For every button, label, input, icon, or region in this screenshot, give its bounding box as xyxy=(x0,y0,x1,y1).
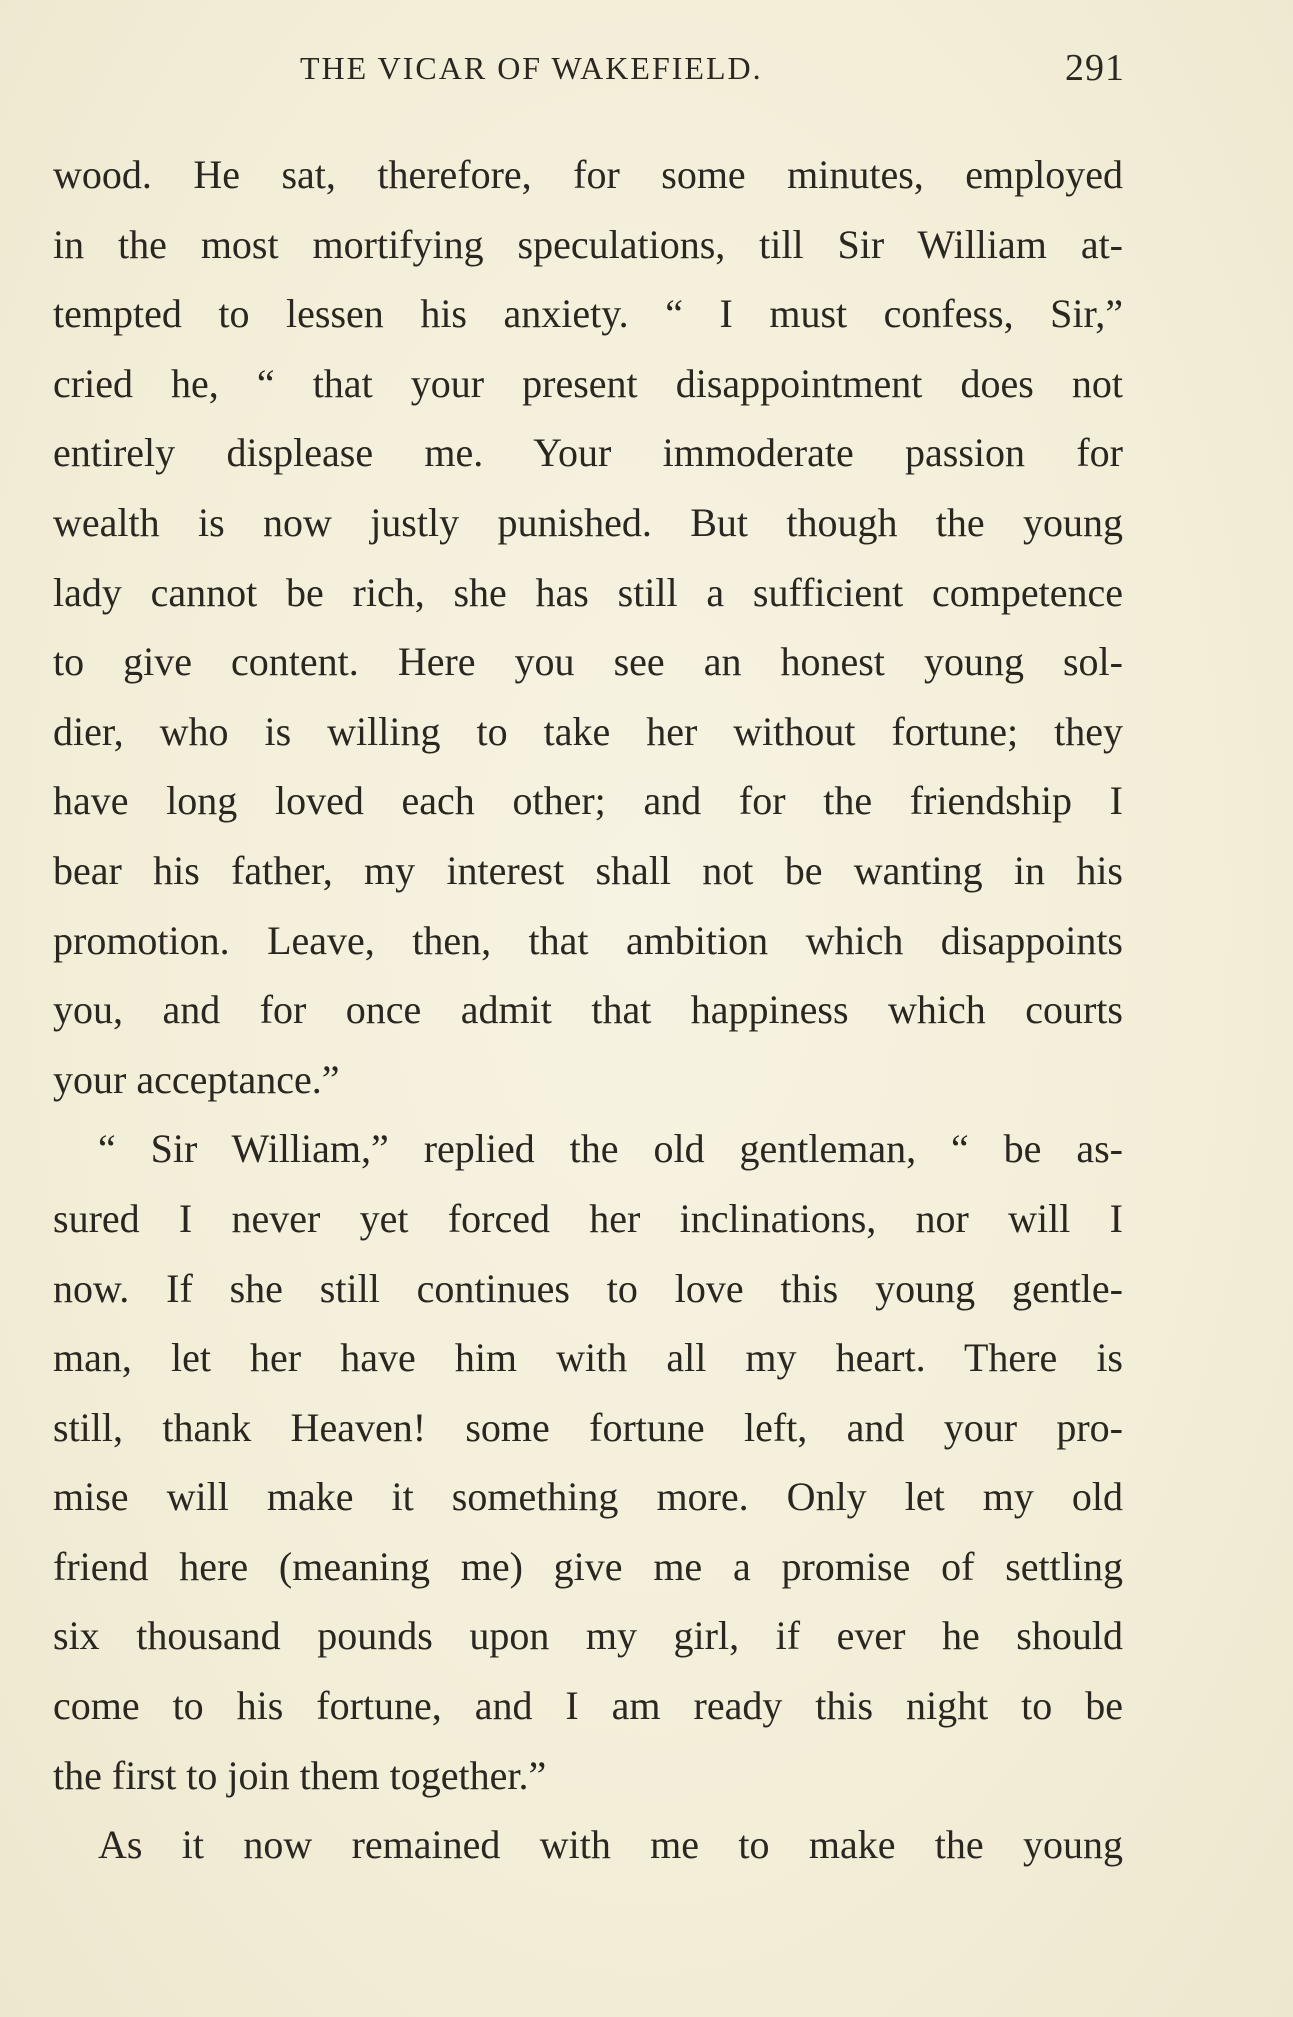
text-line: in the most mortifying speculations, till Sir William at- xyxy=(53,221,1123,267)
text-line: mise will make it something more. Only let my old xyxy=(53,1474,1123,1520)
text-line: wood. He sat, therefore, for some minutes, employed xyxy=(53,152,1123,197)
text-line: promotion. Leave, then, that ambition which disappoints xyxy=(53,917,1123,963)
text-line: your acceptance.” xyxy=(53,1056,340,1102)
body-text xyxy=(53,140,1123,1880)
text-line: come to his fortune, and I am ready this night to be xyxy=(53,1683,1123,1729)
text-line: now. If she still continues to love this young gentle- xyxy=(53,1265,1123,1311)
text-line: lady cannot be rich, she has still a sufficient competence xyxy=(53,569,1123,615)
text-line: you, and for once admit that happiness which courts xyxy=(53,987,1123,1033)
text-line: to give content. Here you see an honest young sol- xyxy=(53,639,1123,685)
text-line: entirely displease me. Your immoderate passion for xyxy=(53,430,1123,476)
text-line: tempted to lessen his anxiety. “ I must confess, Sir,” xyxy=(53,291,1123,337)
text-line: six thousand pounds upon my girl, if ever he should xyxy=(53,1613,1123,1659)
page-number: 291 xyxy=(1065,47,1125,89)
text-line: sured I never yet forced her inclinations, nor will I xyxy=(53,1195,1123,1241)
text-line: have long loved each other; and for the friendship I xyxy=(53,778,1123,824)
running-head-title: THE VICAR OF WAKEFIELD. xyxy=(300,50,763,86)
text-line: still, thank Heaven! some fortune left, and your pro- xyxy=(53,1404,1123,1450)
running-head xyxy=(300,46,1125,96)
text-line: bear his father, my interest shall not be wanting in his xyxy=(53,847,1123,893)
text-line: man, let her have him with all my heart. There is xyxy=(53,1335,1123,1381)
text-line: As it now remained with me to make the young xyxy=(98,1822,1123,1868)
text-line: wealth is now justly punished. But though the young xyxy=(53,499,1123,545)
text-line: “ Sir William,” replied the old gentleman, “ be as- xyxy=(98,1126,1123,1172)
text-line: the first to join them together.” xyxy=(53,1752,547,1798)
text-line: dier, who is willing to take her without fortune; they xyxy=(53,708,1123,754)
text-line: cried he, “ that your present disappointment does not xyxy=(53,360,1123,406)
text-line: friend here (meaning me) give me a promise of settling xyxy=(53,1543,1123,1589)
